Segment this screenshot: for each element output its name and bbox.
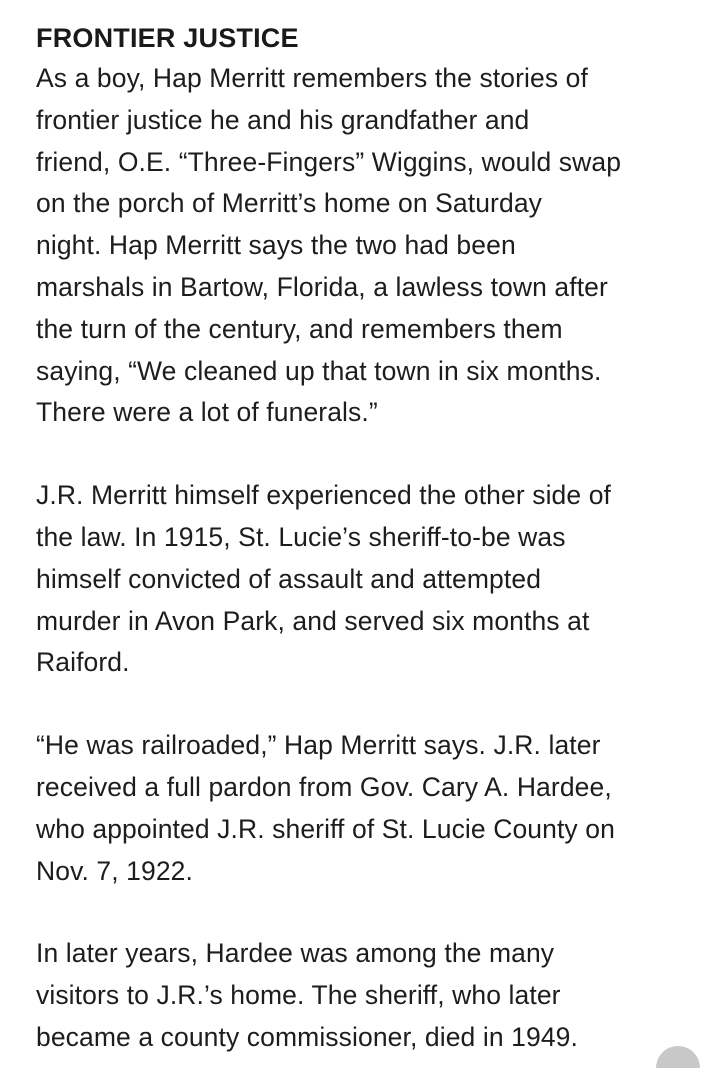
- text-line: There were a lot of funerals.”: [36, 397, 378, 428]
- text-line: frontier justice he and his grandfather and: [36, 104, 530, 135]
- text-line: “He was railroaded,” Hap Merritt says. J.R. later: [36, 730, 601, 761]
- text-line: Nov. 7, 1922.: [36, 855, 193, 886]
- text-line: the turn of the century, and remembers them: [36, 313, 563, 344]
- section-heading: FRONTIER JUSTICE: [36, 23, 299, 53]
- article-body: [36, 18, 696, 1059]
- paragraph-spacer: [36, 892, 696, 933]
- text-line: who appointed J.R. sheriff of St. Lucie County on: [36, 813, 615, 844]
- text-line: marshals in Bartow, Florida, a lawless town after: [36, 271, 608, 302]
- paragraph-spacer: [36, 434, 696, 475]
- text-line: on the porch of Merritt’s home on Saturday: [36, 188, 543, 219]
- text-line: friend, O.E. “Three-Fingers” Wiggins, would swap: [36, 146, 622, 177]
- text-line: In later years, Hardee was among the many: [36, 938, 555, 969]
- text-line: visitors to J.R.’s home. The sheriff, who later: [36, 980, 561, 1011]
- text-line: J.R. Merritt himself experienced the other side of: [36, 480, 611, 511]
- paragraph-frontier-stories: [36, 58, 696, 434]
- text-line: became a county commissioner, died in 1949.: [36, 1021, 578, 1052]
- paragraph-later-years: [36, 933, 696, 1058]
- text-line: saying, “We cleaned up that town in six months.: [36, 355, 602, 386]
- text-line: As a boy, Hap Merritt remembers the stories of: [36, 63, 588, 93]
- paragraph-other-side-of-law: [36, 475, 696, 684]
- paragraph-spacer: [36, 684, 696, 725]
- text-line: night. Hap Merritt says the two had been: [36, 230, 516, 261]
- text-line: received a full pardon from Gov. Cary A. Hardee,: [36, 771, 612, 802]
- text-line: the law. In 1915, St. Lucie’s sheriff-to-be was: [36, 521, 566, 552]
- text-line: Raiford.: [36, 647, 130, 678]
- text-line: murder in Avon Park, and served six months at: [36, 605, 590, 636]
- text-line: himself convicted of assault and attempted: [36, 563, 542, 594]
- paragraph-railroaded: [36, 725, 696, 892]
